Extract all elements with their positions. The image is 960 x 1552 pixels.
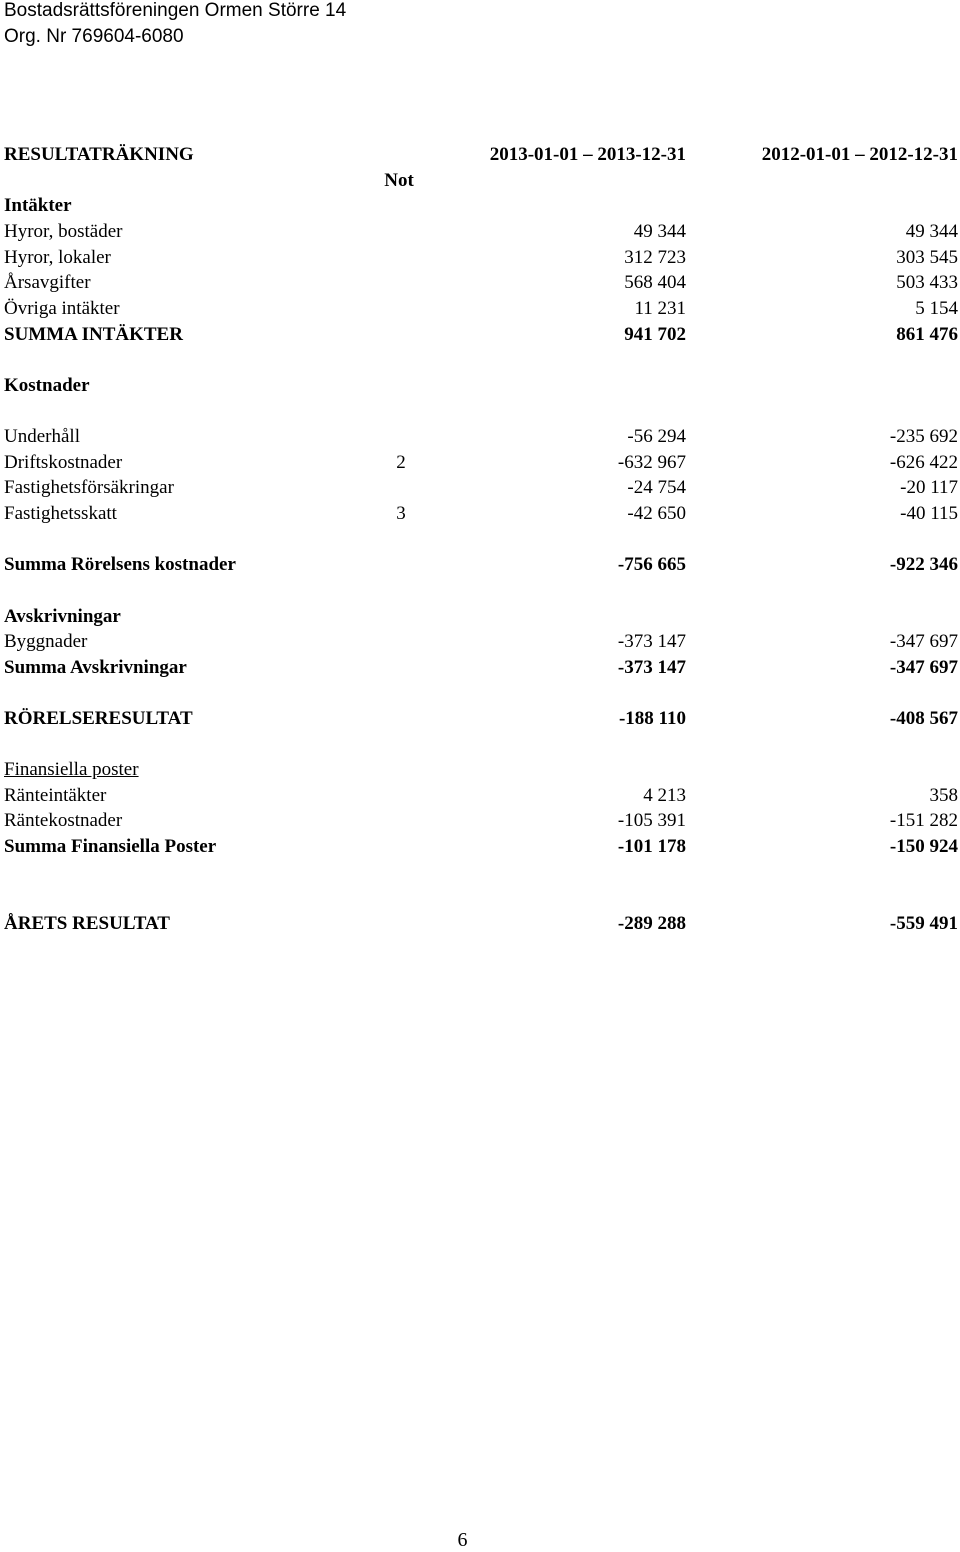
row-label: Hyror, lokaler [4,247,111,268]
row-value-2012: -922 346 [889,554,958,575]
note-column-header: Not [384,170,414,191]
page-number: 6 [457,1529,468,1551]
row-value-2012: 303 545 [896,247,958,268]
col1-period-header: 2013-01-01 – 2013-12-31 [489,144,686,165]
row-label: Räntekostnader [4,810,123,831]
row-value-2013: -289 288 [617,913,686,934]
row-value-2013: -101 178 [617,836,686,857]
row-value-2012: -347 697 [889,631,958,652]
row-value-2013: 4 213 [643,785,686,806]
row-label: Hyror, bostäder [4,221,123,242]
row-value-2012: 503 433 [896,272,958,293]
row-label: SUMMA INTÄKTER [4,324,183,345]
row-value-2012: -408 567 [889,708,958,729]
row-value-2013: -56 294 [627,426,686,447]
row-label: Intäkter [4,195,72,216]
row-value-2013: -373 147 [617,657,686,678]
org-name: Bostadsrättsföreningen Ormen Större 14 [4,0,347,21]
row-value-2012: -151 282 [889,810,958,831]
row-label: Kostnader [4,375,90,396]
row-value-2013: -24 754 [627,477,686,498]
row-note: 3 [396,503,406,524]
row-label: Byggnader [4,631,88,652]
row-value-2013: -188 110 [618,708,686,729]
row-value-2012: -347 697 [889,657,958,678]
row-label: Avskrivningar [4,606,121,627]
col2-period-header: 2012-01-01 – 2012-12-31 [761,144,958,165]
row-value-2013: -105 391 [617,810,686,831]
row-value-2012: -20 117 [900,477,958,498]
org-number: Org. Nr 769604-6080 [4,26,184,47]
row-label: Ränteintäkter [4,785,107,806]
row-value-2013: 11 231 [634,298,686,319]
row-label: Underhåll [4,426,80,447]
row-label: Fastighetsförsäkringar [4,477,174,498]
row-value-2012: -235 692 [889,426,958,447]
row-label: Finansiella poster [4,759,139,780]
row-label: RÖRELSERESULTAT [4,708,193,729]
row-label: Fastighetsskatt [4,503,117,524]
row-value-2012: 49 344 [905,221,958,242]
row-note: 2 [396,452,406,473]
row-label: Summa Avskrivningar [4,657,187,678]
row-label: ÅRETS RESULTAT [4,913,170,934]
row-value-2013: 49 344 [633,221,686,242]
row-value-2013: 568 404 [624,272,686,293]
row-label: Summa Finansiella Poster [4,836,217,857]
row-value-2012: -626 422 [889,452,958,473]
row-value-2012: -559 491 [889,913,958,934]
row-value-2013: -373 147 [617,631,686,652]
row-value-2013: -756 665 [617,554,686,575]
row-value-2013: 312 723 [624,247,686,268]
row-label: Övriga intäkter [4,298,120,319]
row-value-2012: 861 476 [896,324,958,345]
row-value-2013: -632 967 [617,452,686,473]
row-value-2012: -150 924 [889,836,958,857]
row-label: Driftskostnader [4,452,123,473]
row-value-2013: -42 650 [627,503,686,524]
row-label: Årsavgifter [4,272,91,293]
row-value-2012: 358 [929,785,958,806]
row-value-2013: 941 702 [624,324,686,345]
statement-title: RESULTATRÄKNING [4,144,194,165]
row-label: Summa Rörelsens kostnader [4,554,236,575]
row-value-2012: -40 115 [900,503,958,524]
row-value-2012: 5 154 [915,298,958,319]
